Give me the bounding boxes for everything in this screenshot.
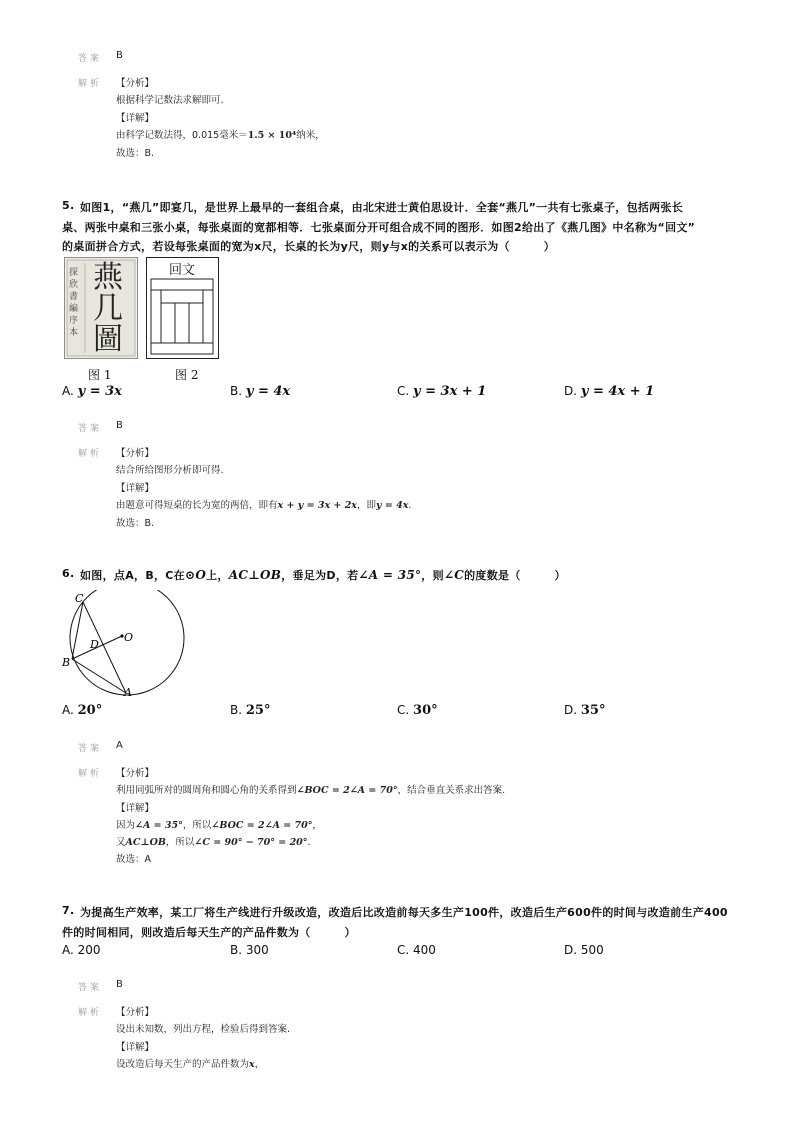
stem-mid1: 上， bbox=[206, 569, 229, 582]
question-stem-line2: 件的时间相同，则改造后每天生产的产品件数为（ ） bbox=[62, 926, 356, 939]
stem-prefix: 如图，点A，B，C在 bbox=[80, 569, 185, 582]
option-letter: A. bbox=[62, 384, 74, 398]
detail-mid: ，所以 bbox=[165, 837, 195, 848]
option-math: 20° bbox=[77, 703, 103, 718]
detail-math2: ∠C = 90° − 70° = 20° bbox=[194, 837, 308, 848]
option-math: 30° bbox=[413, 703, 438, 718]
analysis-label: 解析 bbox=[78, 769, 103, 779]
option-letter: D. bbox=[564, 384, 578, 398]
question-stem bbox=[80, 567, 566, 583]
figure-1-caption: 图 1 bbox=[88, 368, 112, 382]
option-letter: A. bbox=[62, 703, 74, 717]
option-text: 500 bbox=[580, 943, 604, 957]
detail-prefix: 又 bbox=[116, 837, 126, 848]
detail-math: ∠A = 35° bbox=[135, 820, 183, 831]
figure-2-title: 回文 bbox=[169, 263, 196, 278]
stem-circle: ⊙O bbox=[184, 568, 207, 582]
detail-prefix: 由科学记数法得，0.015毫米＝ bbox=[116, 130, 248, 141]
option-c[interactable] bbox=[397, 384, 486, 399]
question-number: 6. bbox=[62, 567, 75, 580]
analysis-heading: 【分析】 bbox=[116, 1007, 155, 1018]
point-c-label: C bbox=[75, 592, 84, 605]
detail-heading: 【详解】 bbox=[116, 803, 155, 814]
detail-prefix: 因为 bbox=[116, 820, 136, 831]
detail-suffix: 纳米， bbox=[296, 130, 325, 141]
detail-math: AC⊥OB bbox=[125, 837, 166, 848]
conclusion: 故选：B. bbox=[116, 148, 155, 159]
detail-end: . bbox=[307, 837, 311, 848]
stem-mid3: ，则 bbox=[421, 569, 444, 582]
detail-math: x bbox=[249, 1059, 255, 1070]
figure-1-side-text: 探欣書編序本 bbox=[69, 268, 79, 338]
option-letter: C. bbox=[397, 703, 410, 717]
stem-angle: ∠A = 35° bbox=[358, 568, 422, 582]
answer-value: B bbox=[116, 420, 123, 431]
option-letter: D. bbox=[564, 943, 578, 957]
option-math: 35° bbox=[580, 703, 606, 718]
option-d[interactable] bbox=[564, 943, 604, 957]
option-letter: B. bbox=[230, 384, 243, 398]
detail-heading: 【详解】 bbox=[116, 1042, 155, 1053]
question-number: 5. bbox=[62, 199, 75, 212]
detail-line-2 bbox=[116, 834, 311, 848]
answer-label: 答案 bbox=[78, 983, 103, 993]
option-d[interactable] bbox=[564, 703, 605, 718]
detail-prefix: 由题意可得短桌的长为宽的两倍，即有 bbox=[116, 500, 278, 511]
option-b[interactable] bbox=[230, 703, 270, 718]
option-text: 200 bbox=[77, 943, 101, 957]
option-c[interactable] bbox=[397, 703, 438, 718]
option-letter: A. bbox=[62, 943, 74, 957]
point-b-label: B bbox=[62, 656, 71, 669]
option-letter: C. bbox=[397, 384, 410, 398]
analysis-label: 解析 bbox=[78, 449, 103, 459]
option-a[interactable] bbox=[62, 384, 122, 399]
question-stem-line3: 的桌面拼合方式，若设每张桌面的宽为x尺，长桌的长为y尺，则y与x的关系可以表示为（ ） bbox=[62, 240, 556, 253]
option-b[interactable] bbox=[230, 943, 269, 957]
option-math: y = 4x bbox=[245, 384, 291, 399]
analysis-text: 根据科学记数法求解即可. bbox=[116, 95, 224, 106]
detail-end: . bbox=[408, 500, 412, 511]
answer-value: A bbox=[116, 740, 123, 751]
option-d[interactable] bbox=[564, 384, 654, 399]
option-b[interactable] bbox=[230, 384, 290, 399]
analysis-label: 解析 bbox=[78, 79, 103, 89]
answer-label: 答案 bbox=[78, 744, 103, 754]
stem-mid2: ，垂足为D，若 bbox=[281, 569, 359, 582]
circle-geometry-figure bbox=[60, 590, 190, 700]
option-a[interactable] bbox=[62, 943, 101, 957]
stem-c: ∠C bbox=[443, 568, 465, 582]
question-number: 7. bbox=[62, 904, 75, 917]
analysis-math: ∠BOC = 2∠A = 70° bbox=[296, 785, 398, 796]
stem-suffix: 的度数是（ ） bbox=[464, 569, 566, 582]
detail-end: ， bbox=[312, 820, 323, 831]
detail-mid: ，所以 bbox=[182, 820, 212, 831]
option-math: y = 3x bbox=[77, 384, 122, 399]
analysis-heading: 【分析】 bbox=[116, 768, 155, 779]
detail-mid: ，即 bbox=[356, 500, 376, 511]
detail-heading: 【详解】 bbox=[116, 483, 155, 494]
answer-value: B bbox=[116, 979, 123, 990]
option-math: y = 3x + 1 bbox=[413, 384, 487, 399]
detail-math: x + y = 3x + 2x bbox=[277, 500, 357, 511]
answer-value: B bbox=[116, 50, 123, 61]
question-stem-line1: 如图1，“燕几”即宴几，是世界上最早的一套组合桌，由北宋进士黄伯思设计．全套“燕几”一共有七张桌子，包括两张长 bbox=[80, 201, 684, 214]
question-stem-line2: 桌、两张中桌和三张小桌，每张桌面的宽都相等．七张桌面分开可组合成不同的图形．如图2给出了《燕几图》中名称为“回文” bbox=[62, 221, 696, 234]
answer-label: 答案 bbox=[78, 424, 103, 434]
option-text: 300 bbox=[245, 943, 269, 957]
option-letter: B. bbox=[230, 943, 243, 957]
point-o-label: O bbox=[124, 631, 134, 644]
conclusion: 故选：B. bbox=[116, 518, 155, 529]
detail-math: 1.5 × 10⁴ bbox=[247, 130, 297, 141]
detail-math2: ∠BOC = 2∠A = 70° bbox=[211, 820, 313, 831]
answer-label: 答案 bbox=[78, 54, 103, 64]
detail-line-1 bbox=[116, 817, 322, 831]
analysis-text: 设出未知数，列出方程，检验后得到答案. bbox=[116, 1024, 291, 1035]
detail-end: ， bbox=[254, 1059, 265, 1070]
stem-perp: AC⊥OB bbox=[228, 568, 282, 582]
analysis-heading: 【分析】 bbox=[116, 448, 155, 459]
point-a-label: A bbox=[124, 686, 132, 699]
detail-line bbox=[116, 1056, 264, 1070]
analysis-line bbox=[116, 782, 505, 796]
option-letter: C. bbox=[397, 943, 410, 957]
option-text: 400 bbox=[413, 943, 436, 957]
question-stem-line1: 为提高生产效率，某工厂将生产线进行升级改造，改造后比改造前每天多生产100件，改造后生产600件的时间与改造前生产400 bbox=[80, 906, 728, 919]
analysis-text: 结合所给图形分析即可得. bbox=[116, 465, 224, 476]
detail-prefix: 设改造后每天生产的产品件数为 bbox=[116, 1059, 250, 1070]
figure-2-caption: 图 2 bbox=[175, 368, 199, 382]
point-d-label: D bbox=[90, 638, 99, 651]
analysis-suffix: ，结合垂直关系求出答案. bbox=[397, 785, 506, 796]
option-letter: D. bbox=[564, 703, 578, 717]
option-math: y = 4x + 1 bbox=[580, 384, 655, 399]
detail-heading: 【详解】 bbox=[116, 113, 155, 124]
detail-line bbox=[116, 497, 411, 511]
analysis-heading: 【分析】 bbox=[116, 78, 155, 89]
figure-1-title: 燕几圖 bbox=[93, 260, 123, 357]
detail-line bbox=[116, 127, 325, 141]
conclusion: 故选：A bbox=[116, 854, 151, 865]
option-c[interactable] bbox=[397, 943, 436, 957]
option-math: 25° bbox=[245, 703, 271, 718]
detail-math2: y = 4x bbox=[376, 500, 409, 511]
option-letter: B. bbox=[230, 703, 243, 717]
analysis-prefix: 利用同弧所对的圆周角和圆心角的关系得到 bbox=[116, 785, 297, 796]
option-a[interactable] bbox=[62, 703, 102, 718]
analysis-label: 解析 bbox=[78, 1008, 103, 1018]
